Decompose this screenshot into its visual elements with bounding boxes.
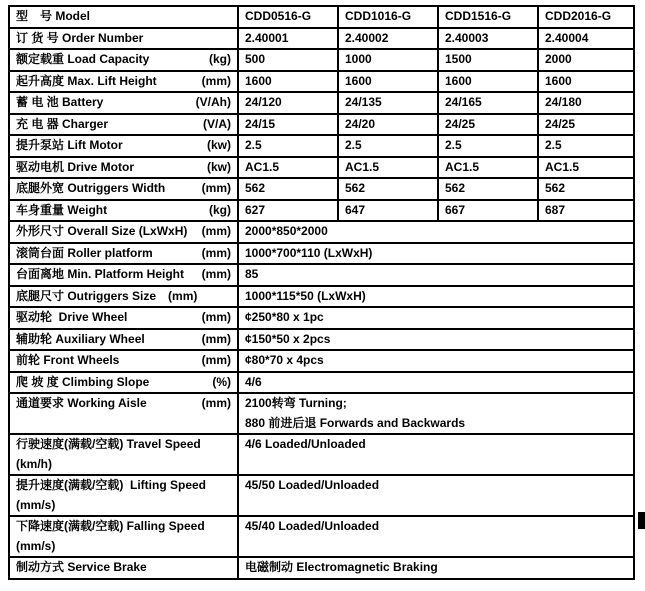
table-row (9, 286, 634, 308)
spec-label: 蓄 电 池 Battery (16, 95, 104, 109)
table-row (9, 114, 634, 136)
spec-label-cell (9, 286, 238, 308)
spec-label-line (16, 244, 231, 264)
spec-label-line (16, 558, 231, 578)
spec-value: 24/15 (245, 116, 276, 131)
table-row (9, 221, 634, 243)
spec-label: 滚筒台面 Roller platform (16, 245, 153, 260)
spec-label-line (16, 476, 231, 496)
spec-value-line: 电磁制动 Electromagnetic Braking (245, 560, 438, 574)
spec-value-cell-merged (238, 350, 634, 372)
spec-value: 627 (245, 202, 266, 217)
spec-value: 1600 (545, 73, 572, 88)
spec-value: CDD2016-G (545, 9, 612, 23)
spec-value-cell-merged (238, 372, 634, 394)
spec-value-line: 2100转弯 Turning; (245, 396, 347, 410)
spec-unit: (V/A) (203, 116, 231, 131)
spec-label-cell (9, 264, 238, 286)
spec-label-line (16, 435, 231, 455)
table-row (9, 92, 634, 114)
spec-value-line: 880 前进后退 Forwards and Backwards (245, 415, 466, 430)
spec-value: 500 (245, 52, 266, 66)
spec-value-cell-merged (238, 329, 634, 351)
spec-value: AC1.5 (345, 159, 380, 174)
spec-value: 1500 (445, 52, 472, 66)
spec-label: 提升速度(满载/空载) Lifting Speed (16, 478, 206, 492)
spec-value: 667 (445, 202, 466, 217)
table-row (9, 393, 634, 434)
spec-value-line: 4/6 (245, 374, 262, 389)
spec-value-cell-merged (238, 264, 634, 286)
spec-unit: (mm) (201, 224, 231, 238)
spec-label-cell (9, 200, 238, 222)
spec-value-cell (338, 178, 438, 200)
spec-label: 通道要求 Working Aisle (16, 396, 147, 410)
spec-unit: (kw) (207, 159, 231, 174)
spec-label-cell (9, 329, 238, 351)
spec-value-cell-merged (238, 557, 634, 579)
spec-value: 2.40003 (445, 30, 489, 45)
spec-label-line (16, 222, 231, 242)
spec-value-cell (238, 135, 338, 157)
spec-value-line: 85 (245, 267, 259, 281)
table-row (9, 71, 634, 93)
spec-label: 下降速度(满载/空载) Falling Speed (16, 519, 205, 533)
spec-label-line (16, 287, 231, 307)
spec-label-line (16, 308, 231, 328)
spec-unit: (mm) (201, 310, 231, 324)
spec-value: AC1.5 (245, 159, 280, 174)
spec-label-cell (9, 28, 238, 50)
spec-value-cell (238, 200, 338, 222)
spec-value: 562 (345, 181, 366, 195)
spec-value-line: 45/40 Loaded/Unloaded (245, 519, 380, 533)
spec-label-cell (9, 178, 238, 200)
spec-label-line (16, 29, 231, 49)
spec-value-cell (238, 6, 338, 28)
spec-value: 1600 (345, 73, 372, 88)
spec-label-unit-line2: (km/h) (16, 456, 52, 471)
spec-value: AC1.5 (545, 159, 580, 174)
spec-value: 1000 (345, 52, 372, 66)
spec-value-cell (538, 28, 634, 50)
spec-value-cell (538, 157, 634, 179)
spec-value-cell (238, 157, 338, 179)
spec-unit: (mm) (201, 245, 231, 260)
spec-label: 驱动轮 Drive Wheel (16, 310, 128, 324)
spec-value-cell-merged (238, 221, 634, 243)
spec-value-line: 4/6 Loaded/Unloaded (245, 437, 366, 451)
spec-value-cell (238, 49, 338, 71)
spec-label-cell (9, 434, 238, 475)
spec-label-line (16, 50, 231, 70)
spec-label-cell (9, 243, 238, 265)
spec-value-cell (338, 200, 438, 222)
table-row (9, 6, 634, 28)
spec-label-cell (9, 350, 238, 372)
spec-label-cell (9, 516, 238, 557)
table-row (9, 372, 634, 394)
spec-unit: (mm) (201, 73, 231, 88)
spec-value-cell (438, 92, 538, 114)
spec-label-cell (9, 114, 238, 136)
spec-label-unit-line2: (mm/s) (16, 497, 56, 512)
spec-label-cell (9, 49, 238, 71)
spec-label-cell (9, 221, 238, 243)
spec-value-cell (338, 157, 438, 179)
spec-value-cell (438, 71, 538, 93)
spec-value-cell (238, 28, 338, 50)
spec-unit: (kw) (207, 138, 231, 152)
spec-value: 24/180 (545, 95, 582, 109)
spec-unit: (mm) (201, 353, 231, 367)
spec-label-cell (9, 393, 238, 434)
spec-label-line (16, 351, 231, 371)
spec-label-line (16, 201, 231, 221)
spec-label-cell (9, 71, 238, 93)
spec-value: 24/165 (445, 95, 482, 109)
spec-label: 前轮 Front Wheels (16, 353, 120, 367)
spec-unit: (%) (212, 374, 231, 389)
spec-label-line (16, 373, 231, 393)
spec-label-line (16, 7, 231, 27)
spec-value: CDD0516-G (245, 9, 312, 23)
spec-label: 外形尺寸 Overall Size (LxWxH) (16, 224, 188, 238)
spec-label: 起升高度 Max. Lift Height (16, 73, 157, 88)
spec-value-cell (338, 92, 438, 114)
spec-value-cell (438, 49, 538, 71)
spec-value: 24/20 (345, 116, 376, 131)
spec-value-cell-merged (238, 243, 634, 265)
spec-value-cell (438, 200, 538, 222)
spec-value: 24/25 (545, 116, 576, 131)
table-row (9, 243, 634, 265)
spec-value: 2.40004 (545, 30, 589, 45)
spec-label-line (16, 517, 231, 537)
spec-label-line (16, 136, 231, 156)
spec-value-cell (538, 6, 634, 28)
spec-label-cell (9, 307, 238, 329)
table-row (9, 178, 634, 200)
spec-value-cell-merged (238, 307, 634, 329)
spec-value-cell (438, 28, 538, 50)
spec-label-line (16, 115, 231, 135)
spec-value: 24/120 (245, 95, 282, 109)
spec-value-line: ¢150*50 x 2pcs (245, 331, 331, 346)
spec-value-cell (538, 200, 634, 222)
spec-label: 充 电 器 Charger (16, 116, 109, 131)
spec-value: 2.40002 (345, 30, 389, 45)
spec-label: 订 货 号 Order Number (16, 30, 144, 45)
spec-label: 制动方式 Service Brake (16, 560, 147, 574)
spec-table-body (9, 6, 634, 579)
spec-unit: (V/Ah) (195, 95, 231, 109)
product-spec-table (8, 5, 635, 580)
scan-artifact-mark (638, 512, 645, 529)
spec-value-cell (538, 178, 634, 200)
spec-value-cell (338, 114, 438, 136)
spec-unit: (kg) (209, 52, 231, 66)
spec-label: 爬 坡 度 Climbing Slope (16, 374, 150, 389)
spec-unit: (mm) (201, 181, 231, 195)
spec-value-cell (538, 92, 634, 114)
spec-value-cell (438, 135, 538, 157)
spec-label-cell (9, 6, 238, 28)
spec-label-cell (9, 135, 238, 157)
spec-label: 底腿外宽 Outriggers Width (16, 181, 166, 195)
spec-value-cell (438, 6, 538, 28)
spec-value-cell (338, 49, 438, 71)
spec-label-line (16, 330, 231, 350)
spec-label: 辅助轮 Auxiliary Wheel (16, 331, 145, 346)
spec-value: 562 (545, 181, 566, 195)
spec-value-cell (538, 71, 634, 93)
spec-value-cell-merged (238, 393, 634, 434)
spec-value: 24/25 (445, 116, 476, 131)
spec-label: 驱动电机 Drive Motor (16, 159, 135, 174)
table-row (9, 557, 634, 579)
spec-value: 24/135 (345, 95, 382, 109)
spec-label: 提升泵站 Lift Motor (16, 138, 123, 152)
table-row (9, 49, 634, 71)
spec-unit: (mm) (201, 267, 231, 281)
spec-label: 额定载重 Load Capacity (16, 52, 150, 66)
spec-value-line: 45/50 Loaded/Unloaded (245, 478, 380, 492)
table-row (9, 434, 634, 475)
spec-value-cell (338, 6, 438, 28)
spec-value-cell-merged (238, 475, 634, 516)
spec-value-cell-merged (238, 516, 634, 557)
table-row (9, 264, 634, 286)
spec-label: 底腿尺寸 Outriggers Size (mm) (16, 288, 198, 303)
spec-label-unit-line2: (mm/s) (16, 538, 56, 553)
spec-value: AC1.5 (445, 159, 480, 174)
spec-label: 行驶速度(满载/空载) Travel Speed (16, 437, 201, 451)
spec-value-cell (238, 71, 338, 93)
spec-value-cell (338, 135, 438, 157)
spec-value: 2000 (545, 52, 572, 66)
table-row (9, 28, 634, 50)
table-row (9, 200, 634, 222)
spec-value-line: 1000*700*110 (LxWxH) (245, 245, 373, 260)
spec-label-cell (9, 372, 238, 394)
spec-unit: (mm) (201, 396, 231, 410)
spec-value-cell-merged (238, 434, 634, 475)
spec-label: 车身重量 Weight (16, 202, 108, 217)
spec-value-line: 1000*115*50 (LxWxH) (245, 288, 366, 303)
spec-value-line: ¢80*70 x 4pcs (245, 353, 324, 367)
table-row (9, 350, 634, 372)
spec-value-cell (538, 135, 634, 157)
spec-value-cell-merged (238, 286, 634, 308)
spec-label-line (16, 265, 231, 285)
spec-value-cell (438, 114, 538, 136)
spec-value: 687 (545, 202, 566, 217)
table-row (9, 329, 634, 351)
spec-label-cell (9, 557, 238, 579)
spec-value-line: ¢250*80 x 1pc (245, 310, 324, 324)
spec-value: 2.5 (245, 138, 262, 152)
spec-value-cell (438, 178, 538, 200)
spec-value: 2.40001 (245, 30, 289, 45)
spec-value-cell (238, 114, 338, 136)
spec-value-line: 2000*850*2000 (245, 224, 328, 238)
spec-value-cell (238, 92, 338, 114)
spec-value: 1600 (445, 73, 472, 88)
table-row (9, 307, 634, 329)
spec-label-cell (9, 475, 238, 516)
spec-label-cell (9, 92, 238, 114)
spec-label-line (16, 72, 231, 92)
table-row (9, 135, 634, 157)
spec-value: 647 (345, 202, 366, 217)
table-row (9, 157, 634, 179)
spec-unit: (kg) (209, 202, 231, 217)
spec-value-cell (538, 114, 634, 136)
spec-value-cell (338, 28, 438, 50)
spec-value: 562 (245, 181, 266, 195)
spec-label-line (16, 158, 231, 178)
spec-label-cell (9, 157, 238, 179)
spec-value-cell (238, 178, 338, 200)
spec-value: 562 (445, 181, 466, 195)
spec-label: 型 号 Model (16, 9, 90, 23)
spec-value-cell (538, 49, 634, 71)
spec-value: 2.5 (545, 138, 562, 152)
spec-label-line (16, 394, 231, 414)
spec-value: 1600 (245, 73, 272, 88)
spec-value-cell (338, 71, 438, 93)
spec-unit: (mm) (201, 331, 231, 346)
spec-value: CDD1016-G (345, 9, 412, 23)
spec-value: 2.5 (345, 138, 362, 152)
spec-label-line (16, 179, 231, 199)
spec-label-line (16, 93, 231, 113)
spec-value-cell (438, 157, 538, 179)
spec-value: CDD1516-G (445, 9, 512, 23)
table-row (9, 475, 634, 516)
spec-label: 台面离地 Min. Platform Height (16, 267, 185, 281)
table-row (9, 516, 634, 557)
spec-value: 2.5 (445, 138, 462, 152)
